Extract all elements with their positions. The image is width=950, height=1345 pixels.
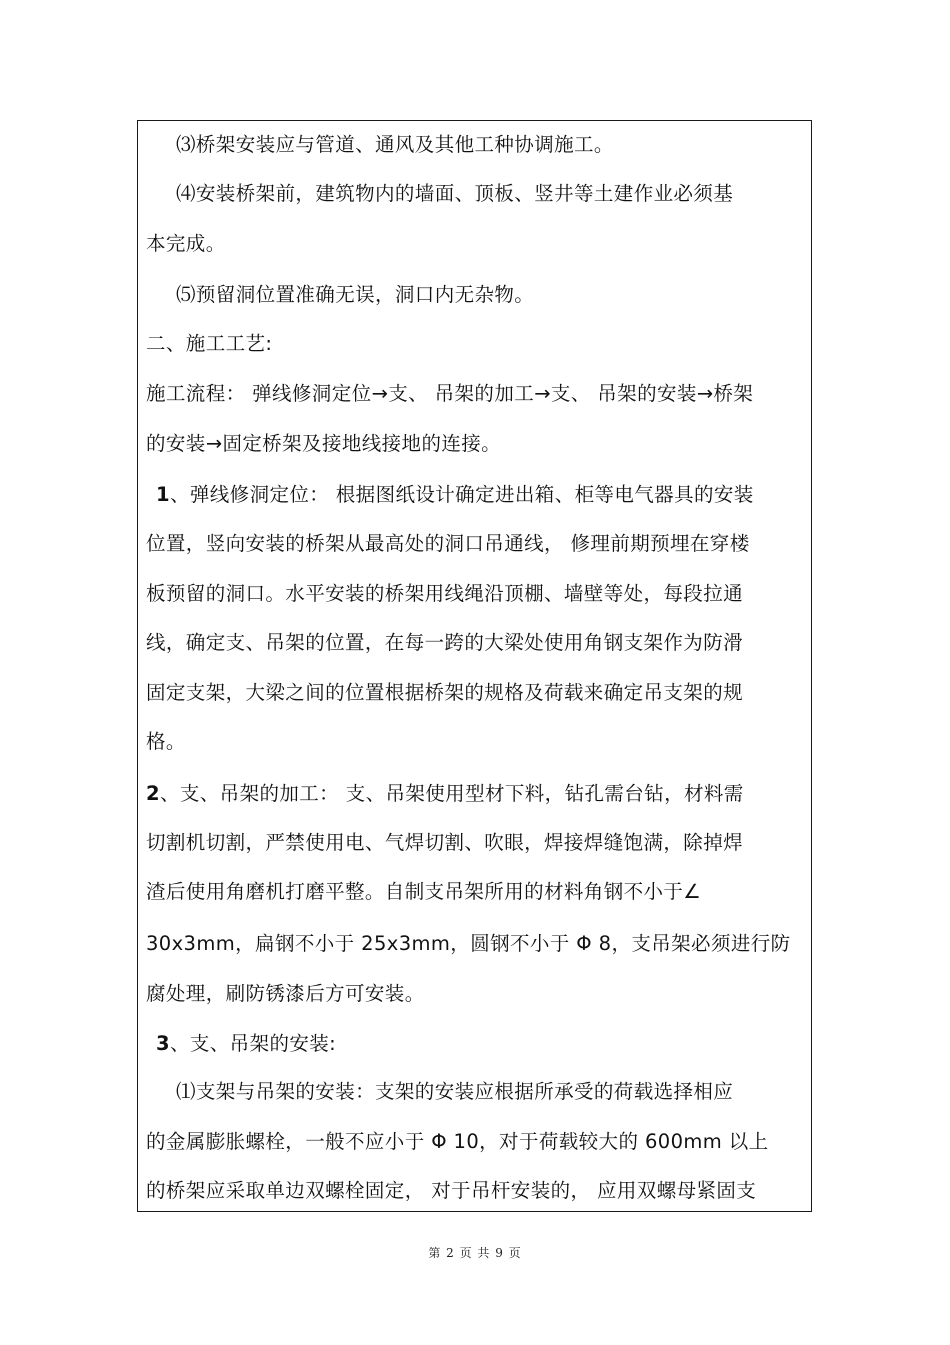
text-line: 本完成。: [146, 232, 226, 255]
item-number: 1: [156, 483, 170, 506]
text-line: 腐处理，刷防锈漆后方可安装。: [146, 982, 425, 1005]
text-line: ⑴支架与吊架的安装：支架的安装应根据所承受的荷载选择相应: [176, 1080, 734, 1103]
item-text: 、支、吊架的加工： 支、吊架使用型材下料，钻孔需台钻，材料需: [159, 782, 744, 805]
page-footer: 第 2 页 共 9 页: [428, 1246, 522, 1260]
text-line: 板预留的洞口。水平安装的桥架用线绳沿顶棚、墙壁等处，每段拉通: [146, 582, 744, 605]
item-number: 3: [156, 1032, 170, 1055]
numbered-item: [156, 481, 754, 509]
text-line: 线，确定支、吊架的位置，在每一跨的大梁处使用角钢支架作为防滑: [146, 631, 744, 654]
numbered-item: [146, 780, 744, 808]
document-frame: [137, 120, 812, 1212]
section-heading: 二、施工工艺:: [146, 332, 273, 355]
text-line: 渣后使用角磨机打磨平整。自制支吊架所用的材料角钢不小于∠: [146, 880, 702, 903]
text-line: 的安装→固定桥架及接地线接地的连接。: [146, 432, 502, 455]
text-line: 固定支架，大梁之间的位置根据桥架的规格及荷载来确定吊支架的规: [146, 681, 744, 704]
text-line: 施工流程： 弹线修洞定位→支、 吊架的加工→支、 吊架的安装→桥架: [146, 382, 754, 405]
text-line: 格。: [146, 730, 186, 753]
text-line: ⑸预留洞位置准确无误，洞口内无杂物。: [176, 283, 535, 306]
text-line: 切割机切割，严禁使用电、气焊切割、吹眼，焊接焊缝饱满，除掉焊: [146, 831, 744, 854]
text-line: 的桥架应采取单边双螺栓固定， 对于吊杆安装的， 应用双螺母紧固支: [146, 1179, 757, 1202]
text-line: 位置，竖向安装的桥架从最高处的洞口吊通线， 修理前期预埋在穿楼: [146, 532, 750, 555]
text-line: ⑷安装桥架前，建筑物内的墙面、顶板、竖井等土建作业必须基: [176, 182, 734, 205]
numbered-item: [156, 1030, 336, 1058]
item-number: 2: [146, 782, 160, 805]
item-text: 、支、吊架的安装:: [169, 1032, 337, 1055]
text-line: 30x3mm，扁钢不小于 25x3mm，圆钢不小于 Φ 8，支吊架必须进行防: [146, 932, 791, 955]
item-text: 、弹线修洞定位： 根据图纸设计确定进出箱、柜等电气器具的安装: [169, 483, 754, 506]
text-line: ⑶桥架安装应与管道、通风及其他工种协调施工。: [176, 133, 614, 156]
text-line: 的金属膨胀螺栓，一般不应小于 Φ 10，对于荷载较大的 600mm 以上: [146, 1130, 769, 1153]
